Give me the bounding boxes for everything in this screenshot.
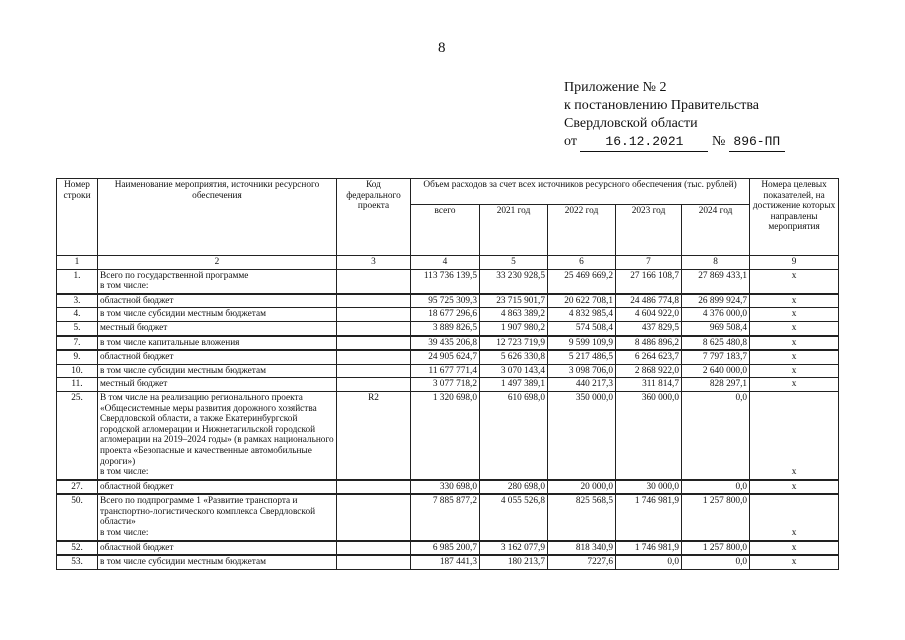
value-2022-cell: 7227,6 bbox=[548, 555, 616, 569]
target-cell: x bbox=[750, 541, 839, 556]
column-number: 5 bbox=[480, 256, 548, 270]
value-2022-cell: 350 000,0 bbox=[548, 391, 616, 479]
row-name-cell: Всего по государственной программе в том числе: bbox=[98, 269, 337, 294]
total-cell: 187 441,3 bbox=[411, 555, 480, 569]
column-number: 2 bbox=[98, 256, 337, 270]
value-2022-cell: 9 599 109,9 bbox=[548, 336, 616, 351]
row-number-cell: 3. bbox=[57, 294, 98, 308]
column-number: 7 bbox=[616, 256, 682, 270]
table-row bbox=[57, 378, 839, 392]
value-2022-cell: 25 469 669,2 bbox=[548, 269, 616, 294]
resolution-date: 16.12.2021 bbox=[580, 133, 708, 152]
row-number-cell: 11. bbox=[57, 378, 98, 392]
target-cell: x bbox=[750, 308, 839, 322]
federal-code-cell bbox=[337, 294, 411, 308]
row-number-cell: 27. bbox=[57, 480, 98, 495]
federal-code-cell bbox=[337, 555, 411, 569]
target-cell: x bbox=[750, 391, 839, 479]
header-targets: Номера целевых показателей, на достижение которых направлены мероприятия bbox=[750, 179, 839, 256]
header-federal-code: Код федерального проекта bbox=[337, 179, 411, 256]
target-cell: x bbox=[750, 294, 839, 308]
table-row bbox=[57, 321, 839, 335]
value-2021-cell: 4 863 389,2 bbox=[480, 308, 548, 322]
column-number: 8 bbox=[682, 256, 750, 270]
column-number: 1 bbox=[57, 256, 98, 270]
header-row-number: Номер строки bbox=[57, 179, 98, 256]
value-2023-cell: 1 746 981,9 bbox=[616, 494, 682, 540]
table-row bbox=[57, 269, 839, 294]
header-2021: 2021 год bbox=[480, 205, 548, 256]
value-2022-cell: 818 340,9 bbox=[548, 541, 616, 556]
row-number-cell: 9. bbox=[57, 350, 98, 364]
appendix-region-line: Свердловской области bbox=[564, 116, 698, 131]
federal-code-cell bbox=[337, 378, 411, 392]
federal-code-cell bbox=[337, 480, 411, 495]
federal-code-cell bbox=[337, 308, 411, 322]
federal-code-cell bbox=[337, 541, 411, 556]
row-number-cell: 1. bbox=[57, 269, 98, 294]
federal-code-cell bbox=[337, 494, 411, 540]
row-number-cell: 10. bbox=[57, 364, 98, 378]
value-2022-cell: 20 622 708,1 bbox=[548, 294, 616, 308]
value-2024-cell: 1 257 800,0 bbox=[682, 494, 750, 540]
value-2023-cell: 27 166 108,7 bbox=[616, 269, 682, 294]
row-number-cell: 53. bbox=[57, 555, 98, 569]
value-2023-cell: 4 604 922,0 bbox=[616, 308, 682, 322]
target-cell: x bbox=[750, 350, 839, 364]
header-name: Наименование мероприятия, источники ресурсного обеспечения bbox=[98, 179, 337, 256]
expenses-table bbox=[56, 178, 839, 570]
total-cell: 330 698,0 bbox=[411, 480, 480, 495]
value-2021-cell: 1 497 389,1 bbox=[480, 378, 548, 392]
column-number: 9 bbox=[750, 256, 839, 270]
value-2021-cell: 610 698,0 bbox=[480, 391, 548, 479]
value-2021-cell: 12 723 719,9 bbox=[480, 336, 548, 351]
value-2021-cell: 1 907 980,2 bbox=[480, 321, 548, 335]
row-number-cell: 25. bbox=[57, 391, 98, 479]
value-2024-cell: 8 625 480,8 bbox=[682, 336, 750, 351]
total-cell: 95 725 309,3 bbox=[411, 294, 480, 308]
table-row bbox=[57, 350, 839, 364]
target-cell: x bbox=[750, 378, 839, 392]
value-2021-cell: 180 213,7 bbox=[480, 555, 548, 569]
federal-code-cell bbox=[337, 350, 411, 364]
row-name-cell: в том числе субсидии местным бюджетам bbox=[98, 555, 337, 569]
header-2022: 2022 год bbox=[548, 205, 616, 256]
table-row bbox=[57, 364, 839, 378]
value-2024-cell: 7 797 183,7 bbox=[682, 350, 750, 364]
target-cell: x bbox=[750, 555, 839, 569]
value-2024-cell: 969 508,4 bbox=[682, 321, 750, 335]
table-row bbox=[57, 541, 839, 556]
target-cell: x bbox=[750, 494, 839, 540]
value-2024-cell: 0,0 bbox=[682, 391, 750, 479]
column-number: 6 bbox=[548, 256, 616, 270]
target-cell: x bbox=[750, 480, 839, 495]
value-2023-cell: 360 000,0 bbox=[616, 391, 682, 479]
value-2023-cell: 311 814,7 bbox=[616, 378, 682, 392]
total-cell: 18 677 296,6 bbox=[411, 308, 480, 322]
value-2024-cell: 0,0 bbox=[682, 480, 750, 495]
value-2024-cell: 2 640 000,0 bbox=[682, 364, 750, 378]
federal-code-cell bbox=[337, 269, 411, 294]
row-name-cell: в том числе субсидии местным бюджетам bbox=[98, 308, 337, 322]
value-2023-cell: 8 486 896,2 bbox=[616, 336, 682, 351]
row-number-cell: 4. bbox=[57, 308, 98, 322]
federal-code-cell bbox=[337, 364, 411, 378]
value-2024-cell: 1 257 800,0 bbox=[682, 541, 750, 556]
target-cell: x bbox=[750, 364, 839, 378]
value-2021-cell: 4 055 526,8 bbox=[480, 494, 548, 540]
total-cell: 3 889 826,5 bbox=[411, 321, 480, 335]
appendix-date-line bbox=[564, 133, 785, 152]
value-2024-cell: 26 899 924,7 bbox=[682, 294, 750, 308]
value-2024-cell: 27 869 433,1 bbox=[682, 269, 750, 294]
value-2022-cell: 825 568,5 bbox=[548, 494, 616, 540]
value-2023-cell: 0,0 bbox=[616, 555, 682, 569]
value-2022-cell: 5 217 486,5 bbox=[548, 350, 616, 364]
appendix-header bbox=[564, 79, 785, 152]
value-2021-cell: 33 230 928,5 bbox=[480, 269, 548, 294]
column-number-row bbox=[57, 256, 839, 270]
total-cell: 3 077 718,2 bbox=[411, 378, 480, 392]
value-2024-cell: 4 376 000,0 bbox=[682, 308, 750, 322]
federal-code-cell bbox=[337, 321, 411, 335]
total-cell: 24 905 624,7 bbox=[411, 350, 480, 364]
target-cell: x bbox=[750, 321, 839, 335]
header-2023: 2023 год bbox=[616, 205, 682, 256]
value-2023-cell: 1 746 981,9 bbox=[616, 541, 682, 556]
total-cell: 11 677 771,4 bbox=[411, 364, 480, 378]
value-2021-cell: 5 626 330,8 bbox=[480, 350, 548, 364]
row-number-cell: 52. bbox=[57, 541, 98, 556]
row-number-cell: 50. bbox=[57, 494, 98, 540]
total-cell: 1 320 698,0 bbox=[411, 391, 480, 479]
table-row bbox=[57, 480, 839, 495]
value-2024-cell: 828 297,1 bbox=[682, 378, 750, 392]
row-number-cell: 5. bbox=[57, 321, 98, 335]
value-2023-cell: 24 486 774,8 bbox=[616, 294, 682, 308]
appendix-resolution-line: к постановлению Правительства bbox=[564, 98, 760, 113]
table-body bbox=[57, 269, 839, 569]
value-2022-cell: 4 832 985,4 bbox=[548, 308, 616, 322]
federal-code-cell bbox=[337, 336, 411, 351]
row-name-cell: в том числе капитальные вложения bbox=[98, 336, 337, 351]
table-row bbox=[57, 494, 839, 540]
value-2024-cell: 0,0 bbox=[682, 555, 750, 569]
value-2023-cell: 437 829,5 bbox=[616, 321, 682, 335]
row-name-cell: областной бюджет bbox=[98, 480, 337, 495]
target-cell: x bbox=[750, 336, 839, 351]
row-name-cell: областной бюджет bbox=[98, 294, 337, 308]
value-2022-cell: 20 000,0 bbox=[548, 480, 616, 495]
resolution-number: 896-ПП bbox=[729, 133, 785, 152]
total-cell: 7 885 877,2 bbox=[411, 494, 480, 540]
value-2021-cell: 280 698,0 bbox=[480, 480, 548, 495]
table-row bbox=[57, 391, 839, 479]
column-number: 3 bbox=[337, 256, 411, 270]
total-cell: 113 736 139,5 bbox=[411, 269, 480, 294]
value-2023-cell: 30 000,0 bbox=[616, 480, 682, 495]
header-2024: 2024 год bbox=[682, 205, 750, 256]
value-2023-cell: 2 868 922,0 bbox=[616, 364, 682, 378]
value-2022-cell: 3 098 706,0 bbox=[548, 364, 616, 378]
table-row bbox=[57, 308, 839, 322]
row-number-cell: 7. bbox=[57, 336, 98, 351]
table-row bbox=[57, 555, 839, 569]
row-name-cell: областной бюджет bbox=[98, 350, 337, 364]
row-name-cell: областной бюджет bbox=[98, 541, 337, 556]
date-prefix: от bbox=[564, 134, 577, 149]
target-cell: x bbox=[750, 269, 839, 294]
page-number: 8 bbox=[438, 40, 446, 56]
row-name-cell: в том числе субсидии местным бюджетам bbox=[98, 364, 337, 378]
column-number: 4 bbox=[411, 256, 480, 270]
value-2021-cell: 3 162 077,9 bbox=[480, 541, 548, 556]
total-cell: 39 435 206,8 bbox=[411, 336, 480, 351]
appendix-title: Приложение № 2 bbox=[564, 80, 667, 95]
value-2021-cell: 23 715 901,7 bbox=[480, 294, 548, 308]
row-name-cell: Всего по подпрограмме 1 «Развитие транспорта и транспортно-логистического комплекса Свердловской области» в том числе: bbox=[98, 494, 337, 540]
federal-code-cell: R2 bbox=[337, 391, 411, 479]
header-row bbox=[57, 179, 839, 205]
row-name-cell: В том числе на реализацию регионального проекта «Общесистемные меры развития дорожного хозяйства Свердловской области, а также Екатеринбургской городской агломерации и Нижнетагильской городской агломерации на 2019–2024 годы» (в рамках национального проекта «Безопасные и качественные автомобильные дороги») в том числе: bbox=[98, 391, 337, 479]
value-2022-cell: 440 217,3 bbox=[548, 378, 616, 392]
table-row bbox=[57, 336, 839, 351]
value-2022-cell: 574 508,4 bbox=[548, 321, 616, 335]
header-expenses: Объем расходов за счет всех источников ресурсного обеспечения (тыс. рублей) bbox=[411, 179, 750, 205]
number-prefix: № bbox=[711, 134, 726, 149]
table-row bbox=[57, 294, 839, 308]
total-cell: 6 985 200,7 bbox=[411, 541, 480, 556]
value-2021-cell: 3 070 143,4 bbox=[480, 364, 548, 378]
header-total: всего bbox=[411, 205, 480, 256]
row-name-cell: местный бюджет bbox=[98, 378, 337, 392]
row-name-cell: местный бюджет bbox=[98, 321, 337, 335]
value-2023-cell: 6 264 623,7 bbox=[616, 350, 682, 364]
